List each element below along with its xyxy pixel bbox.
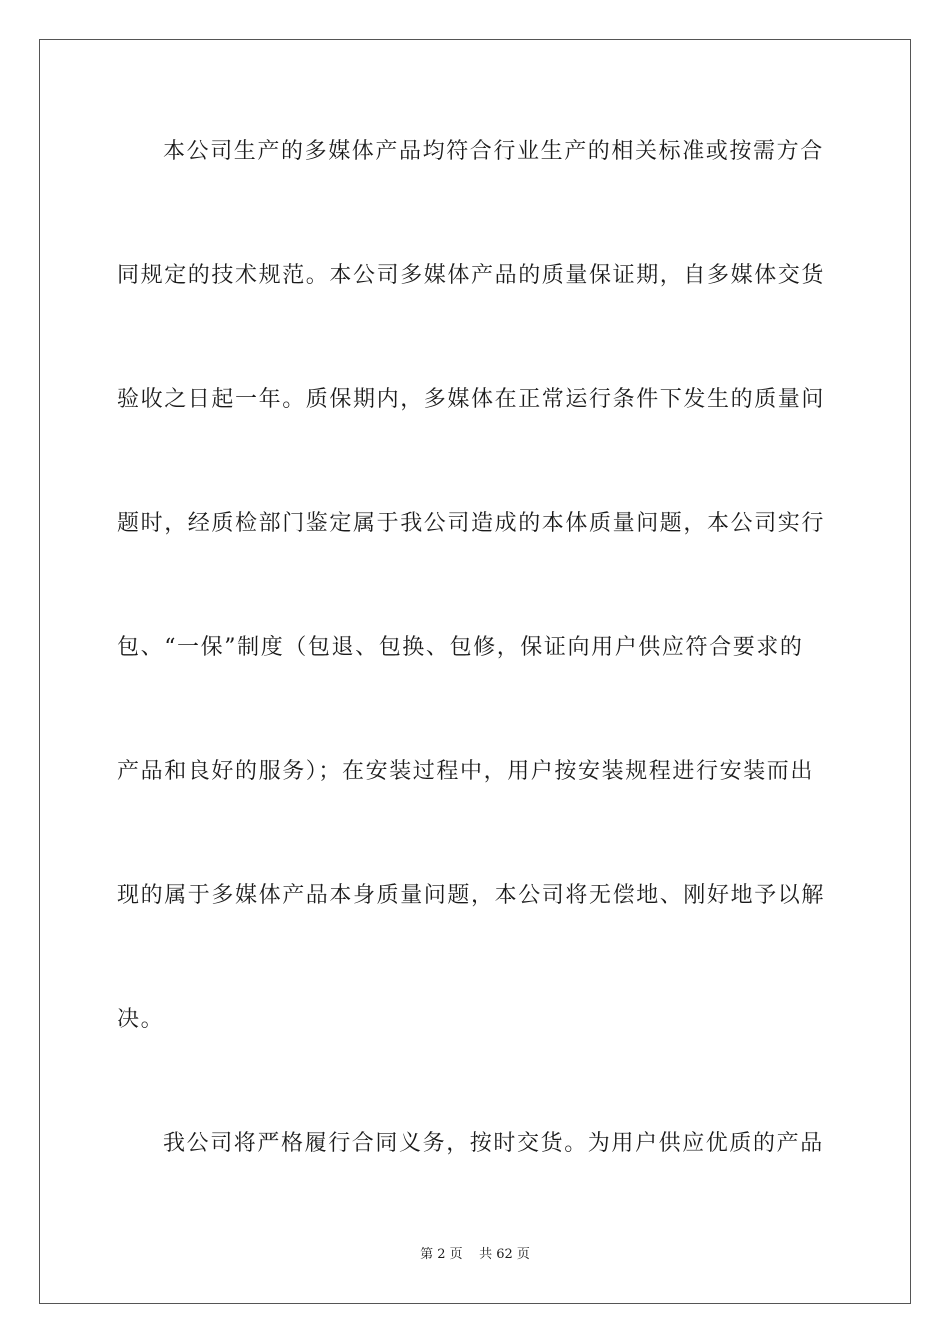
paragraph-1-line-3: 验收之日起一年。质保期内，多媒体在正常运行条件下发生的质量问 bbox=[117, 387, 826, 412]
paragraph-1-line-1: 本公司生产的多媒体产品均符合行业生产的相关标准或按需方合 bbox=[163, 139, 824, 164]
paragraph-1-line-4: 题时，经质检部门鉴定属于我公司造成的本体质量问题，本公司实行 bbox=[117, 511, 826, 536]
paragraph-1-line-5: 包、“一保”制度（包退、包换、包修，保证向用户供应符合要求的 bbox=[117, 635, 804, 660]
page-border bbox=[39, 39, 911, 1304]
page-number-footer: 第 2 页 共 62 页 bbox=[420, 1247, 530, 1262]
paragraph-2-line-1: 我公司将严格履行合同义务，按时交货。为用户供应优质的产品 bbox=[163, 1131, 824, 1156]
paragraph-1-line-2: 同规定的技术规范。本公司多媒体产品的质量保证期，自多媒体交货 bbox=[117, 263, 826, 288]
paragraph-1-line-8: 决。 bbox=[117, 1007, 165, 1032]
paragraph-1-line-6: 产品和良好的服务）；在安装过程中，用户按安装规程进行安装而出 bbox=[117, 759, 815, 784]
paragraph-1-line-7: 现的属于多媒体产品本身质量问题，本公司将无偿地、刚好地予以解 bbox=[117, 883, 826, 908]
